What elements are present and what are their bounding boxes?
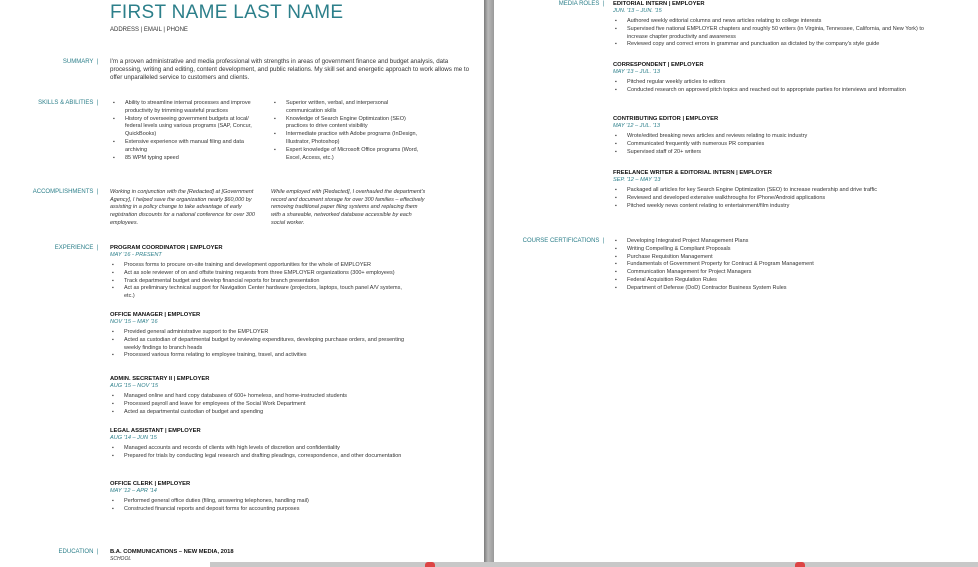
indicator-icon [795,562,805,567]
skills-label: SKILLS & ABILITIES | [38,100,98,106]
job-bullet: ▪ Authored weekly editorial columns and news articles relating to college interests [627,18,933,26]
skill-item: ▪ Expert knowledge of Microsoft Office programs (Word, Excel, Access, etc.) [286,147,422,163]
skills-column-1 [111,100,267,162]
accomplishment-left: Working in conjunction with the [Redacted] at [Government Agency], I helped save the organization nearly $60,000 by assisting in a policy change to take advantage of early registration discounts for a national conference for over 300 employees. [110,189,255,226]
certifications-label: COURSE CERTIFICATIONS | [522,238,604,244]
media-job-1 [613,1,933,49]
job-bullet: ▪ Prepared for trials by conducting legal research and drafting pleadings, correspondence, and other documentation [124,453,410,461]
experience-job-4 [110,428,410,461]
certification-item: ▪ Department of Defense (DoD) Contractor Business System Rules [627,285,933,293]
job-date: SEP. '12 – MAY '13 [613,177,661,183]
job-bullet: ▪ Managed online and hard copy databases of 600+ homeless, and home-instructed students [124,393,410,401]
job-date: MAY '12 – JUL. '13 [613,123,661,129]
indicator-icon [425,562,435,567]
skills-column-2 [272,100,422,162]
skill-item: ▪ Knowledge of Search Engine Optimization (SEO) practices to drive content visibility [286,116,422,132]
summary-label: SUMMARY | [62,59,98,65]
accomplishment-right: While employed with [Redacted], I overhauled the department's record and document storage for over 300 families – effectively removing traditional paper filing systems and replacing them with a shareable, networked database accessible by each social worker. [271,189,426,226]
page-gutter [484,0,494,567]
job-date: AUG '15 – NOV '15 [110,383,159,389]
job-bullet: ▪ Provided general administrative support to the EMPLOYER [124,329,410,337]
resume-name: FIRST NAME LAST NAME [110,2,344,23]
job-date: MAY '13 – JUL. '13 [613,69,661,75]
job-bullet: ▪ Processed various forms relating to employee training, travel, and activities [124,352,410,360]
school-name: SCHOOL [110,556,132,562]
skill-item: ▪ History of overseeing government budgets at local/ federal levels using various programs (SAP, Concur, QuickBooks) [125,116,267,139]
job-bullet: ▪ Performed general office duties (filing, answering telephones, handling mail) [124,498,410,506]
job-title: OFFICE MANAGER | EMPLOYER [110,312,201,318]
job-bullet: ▪ Acted as departmental custodian of budget and spending [124,409,410,417]
media-roles-label: MEDIA ROLES | [558,1,604,7]
job-date: NOV '15 – MAY '16 [110,319,158,325]
skill-item: ▪ Superior written, verbal, and interpersonal communication skills [286,100,422,116]
experience-job-5 [110,481,410,514]
media-job-3 [613,116,933,156]
job-bullet: ▪ Packaged all articles for key Search Engine Optimization (SEO) to increase readership and drive traffic [627,187,933,195]
job-bullet: ▪ Reviewed copy and correct errors in grammar and punctuation as dictated by the company's style guide [627,41,933,49]
skill-item: ▪ Ability to streamline internal processes and improve productivity by trimming wasteful practices [125,100,267,116]
job-title: EDITORIAL INTERN | EMPLOYER [613,1,705,7]
experience-label: EXPERIENCE | [54,245,98,251]
certification-item: ▪ Communication Management for Project Managers [627,269,933,277]
job-bullet: ▪ Constructed financial reports and deposit forms for accounting purposes [124,506,410,514]
job-title: LEGAL ASSISTANT | EMPLOYER [110,428,201,434]
job-title: CORRESPONDENT | EMPLOYER [613,62,704,68]
job-bullet: ▪ Process forms to procure on-site training and development opportunities for the whole of EMPLOYER [124,262,410,270]
job-bullet: ▪ Managed accounts and records of clients with high levels of discretion and confidentiality [124,445,410,453]
job-bullet: ▪ Reviewed and developed extensive walkthroughs for iPhone/Android applications [627,195,933,203]
resume-page-2 [494,0,978,567]
experience-job-2 [110,312,410,360]
job-bullet: ▪ Act as preliminary technical support for Navigation Center hardware (projectors, laptops, touch panel A/V systems, etc.) [124,285,410,301]
job-bullet: ▪ Conducted research on approved pitch topics and reached out to appropriate parties for interviews and information [627,87,933,95]
skill-item: ▪ Extensive experience with manual filing and data archiving [125,139,267,155]
experience-job-1 [110,245,410,301]
media-job-4 [613,170,933,210]
degree-title: B.A. COMMUNICATIONS – NEW MEDIA, 2018 [110,549,234,555]
job-date: JUN. '13 – JUN. '15 [613,8,662,14]
job-title: PROGRAM COORDINATOR | EMPLOYER [110,245,223,251]
job-bullet: ▪ Processed payroll and leave for employees of the Social Work Department [124,401,410,409]
certifications-list [613,234,933,293]
certification-item: ▪ Federal Acquisition Regulation Rules [627,277,933,285]
education-label: EDUCATION | [58,549,98,555]
job-bullet: ▪ Pitched regular weekly articles to editors [627,79,933,87]
certification-item: ▪ Fundamentals of Government Property for Contract & Program Management [627,261,933,269]
certification-item: ▪ Writing Compelling & Compliant Proposals [627,246,933,254]
job-title: CONTRIBUTING EDITOR | EMPLOYER [613,116,719,122]
education-entry [110,549,410,562]
certification-item: ▪ Developing Integrated Project Management Plans [627,238,933,246]
media-job-2 [613,62,933,95]
contact-line: ADDRESS | EMAIL | PHONE [110,27,188,33]
job-bullet: ▪ Supervised staff of 20+ writers [627,149,933,157]
certification-item: ▪ Purchase Requisition Management [627,254,933,262]
resume-page-1 [0,0,484,567]
job-title: ADMIN. SECRETARY II | EMPLOYER [110,376,210,382]
job-bullet: ▪ Pitched weekly news content relating to entertainment/film industry [627,203,933,211]
job-bullet: ▪ Acted as custodian of departmental budget by reviewing expenditures, developing purchase orders, and presenting weekly findings to branch heads [124,337,410,353]
job-bullet: ▪ Track departmental budget and develop financial reports for branch presentation [124,278,410,286]
skill-item: ▪ Intermediate practice with Adobe programs (InDesign, Illustrator, Photoshop) [286,131,422,147]
job-bullet: ▪ Supervised five national EMPLOYER chapters and roughly 50 writers (in Virginia, Tennessee, California, and New York) to increase chapter productivity and awareness [627,26,933,42]
job-date: AUG '14 – JUN '15 [110,435,157,441]
job-date: MAY '12 – APR '14 [110,488,157,494]
job-title: OFFICE CLERK | EMPLOYER [110,481,191,487]
experience-job-3 [110,376,410,416]
job-bullet: ▪ Wrote/edited breaking news articles and reviews relating to music industry [627,133,933,141]
job-bullet: ▪ Communicated frequently with numerous PR companies [627,141,933,149]
job-bullet: ▪ Act as sole reviewer of on and offsite training requests from three EMPLOYER organizations (300+ employees) [124,270,410,278]
job-date: MAY '16 - PRESENT [110,252,162,258]
skill-item: ▪ 85 WPM typing speed [125,155,267,163]
accomplishments-label: ACCOMPLISHMENTS | [32,189,98,195]
summary-text: I'm a proven administrative and media professional with strengths in areas of government finance and budget analysis, data processing, writing and editing, content development, and public relations. My skill set and energetic approach to work allows me to offer unparalleled service to customers and clients. [110,58,470,82]
window-bottom-bar [210,562,978,567]
job-title: FREELANCE WRITER & EDITORIAL INTERN | EMPLOYER [613,170,772,176]
